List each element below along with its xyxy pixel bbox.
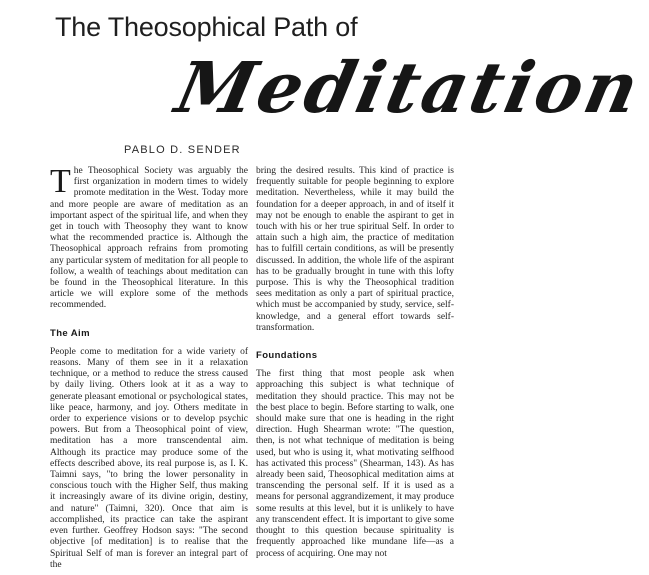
foundations-paragraph: The first thing that most people ask when approaching this subject is what technique of meditation they should practice. This may not be the best place to begin. Before starting to walk, one should make sure that one is heading in the right direction. Hugh Shearman wrote: "The question, then, is not what technique of meditation is being used, but who is using it, what motivating selfhood has activated this process" (Shearman, 143). As has already been said, Theosophical meditation aims at transcending the personal self. If it is used as a means for personal aggrandizement, it may produce some results at this level, but it is unlikely to have any transcendent effect. It is important to give some thought to this question because spirituality is frequently approached like mundane life—as a process of acquiring. One may not [256,369,454,559]
author-byline: PABLO D. SENDER [124,144,241,156]
section-heading-foundations: Foundations [256,350,318,362]
continued-paragraph: bring the desired results. This kind of practice is frequently suitable for people beginning to explore meditation. Nevertheless, while it may build the foundation for a deeper approach, in and of itself it may not be enough to enable the aspirant to get in touch with his or her true spiritual Self. In order to attain such a high aim, the practice of meditation has to fulfill certain conditions, as will be presently discussed. In addition, the whole life of the aspirant has to be gradually brought in tune with this lofty purpose. This is why the Theosophical tradition sees meditation as only a part of spiritual practice, which must be accompanied by study, service, self-knowledge, and a general effort towards self-transformation. [256,166,454,333]
title-line-2: Meditation [169,46,649,129]
intro-paragraph [50,163,248,312]
drop-cap: T [50,163,71,200]
aim-paragraph: People come to meditation for a wide variety of reasons. Many of them see in it a relaxation technique, or a method to reduce the stress caused by daily living. Others look at it as a way to generate pleasant emotional or psychological states, like peace, harmony, and joy. Others meditate in order to experience visions or to develop psychic powers. But from a Theosophical point of view, meditation has a more transcendental aim. Although its practice may produce some of the effects described above, its real purpose is, as I. K. Taimni says, "to bring the lower personality in conscious touch with the Higher Self, thus making it increasingly aware of its divine origin, destiny, and nature" (Taimni, 320). Once that aim is accomplished, its practice can take the aspirant even further. Geoffrey Hodson says: "The second objective [of meditation] is to realise that the Spiritual Self of man is forever an integral part of the [50,346,248,570]
intro-text: he Theosophical Society was arguably the first organization in modern times to widely promote meditation in the West. Today more and more people are aware of meditation as an important aspect of the spiritual life, and when they get in touch with Theosophy they want to know what the recommended practice is. Although the Theosophical approach refrains from promoting any particular system of meditation for all people to follow, a wealth of teachings about meditation can be found in the Theosophical literature. In this article we will explore some of the methods recommended. [50,166,248,311]
right-column [256,166,454,564]
section-heading-aim: The Aim [50,327,90,339]
left-column [50,163,248,575]
title-line-1: The Theosophical Path of [55,12,358,42]
